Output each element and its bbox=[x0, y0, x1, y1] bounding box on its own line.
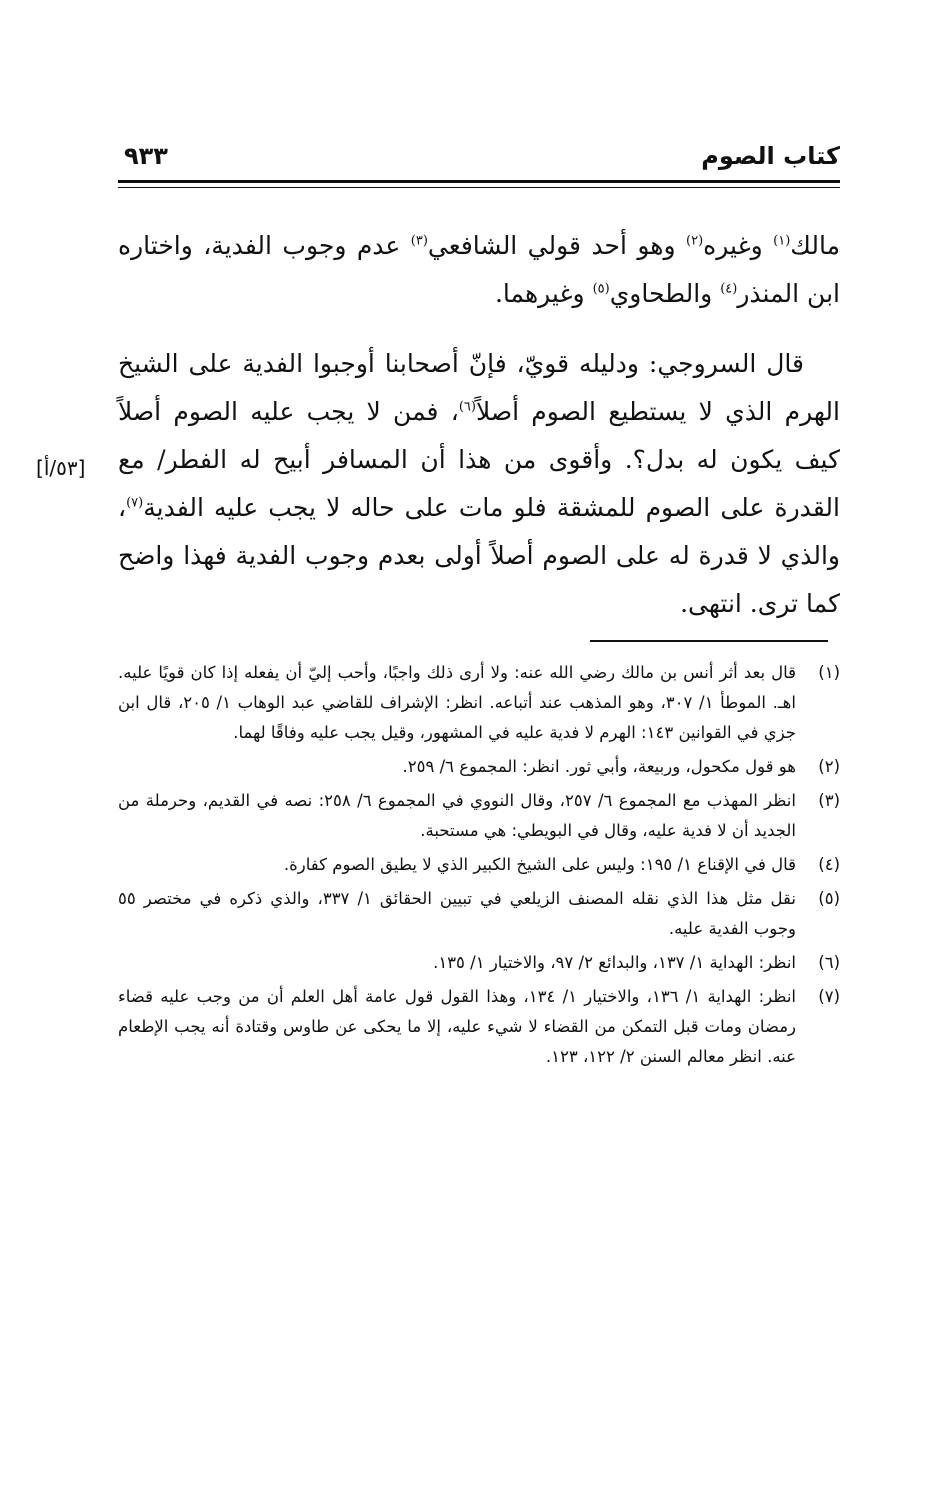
footnote-ref[interactable]: (٤) bbox=[720, 281, 738, 297]
footnote-ref[interactable]: (١) bbox=[773, 233, 791, 249]
footnote-separator bbox=[590, 640, 828, 642]
footnote-text: هو قول مكحول، وربيعة، وأبي ثور. انظر: المجموع ٦/ ٢٥٩. bbox=[402, 757, 796, 776]
text-run: عدم وجوب الفدية، واختاره ابن المنذر bbox=[118, 231, 840, 308]
footnote bbox=[118, 752, 840, 782]
text-run: وغيره bbox=[703, 231, 774, 260]
footnote bbox=[118, 658, 840, 748]
footnote-number: (٦) bbox=[818, 953, 840, 972]
footnote-text: انظر: الهداية ١/ ١٣٦، والاختيار ١/ ١٣٤، وهذا القول قول عامة أهل العلم أن من وجب عليه قضاء رمضان ومات قبل التمكن من القضاء لا شيء عليه، إلا ما يحكى عن طاوس وقتادة أنه يجب الإطعام عنه. انظر معالم السنن ٢/ ١٢٢، ١٢٣. bbox=[118, 987, 796, 1066]
text-run: قال السروجي: ودليله قويّ، فإنّ أصحابنا أوجبوا الفدية على الشيخ الهرم الذي لا يستطيع الصوم أصلاً bbox=[118, 349, 840, 426]
page-number: ٩٣٣ bbox=[124, 142, 168, 170]
main-text bbox=[118, 222, 840, 628]
paragraph-1 bbox=[118, 222, 840, 318]
text-run: وهو أحد قولي الشافعي bbox=[427, 231, 686, 260]
text-run: والطحاوي bbox=[609, 279, 721, 308]
footnote-number: (١) bbox=[818, 663, 840, 682]
text-run: ، فمن لا يجب عليه الصوم أصلاً كيف يكون له بدل؟. وأقوى من هذا أن المسافر أبيح له الفطر/ مع القدرة على الصوم للمشقة فلو مات على حاله لا يجب عليه الفدية bbox=[118, 397, 840, 522]
footnote-text: قال في الإقناع ١/ ١٩٥: وليس على الشيخ الكبير الذي لا يطيق الصوم كفارة. bbox=[283, 855, 796, 874]
footnotes bbox=[118, 658, 840, 1076]
footnote bbox=[118, 850, 840, 880]
footnote-ref[interactable]: (٧) bbox=[126, 495, 144, 511]
footnote-ref[interactable]: (٦) bbox=[458, 399, 476, 415]
text-run: وغيرهما. bbox=[494, 279, 593, 308]
header-rule-thin bbox=[118, 187, 840, 188]
footnote-text: انظر: الهداية ١/ ١٣٧، والبدائع ٢/ ٩٧، والاختيار ١/ ١٣٥. bbox=[433, 953, 796, 972]
text-run: مالك bbox=[790, 231, 840, 260]
footnote-number: (٥) bbox=[818, 889, 840, 908]
footnote-number: (٤) bbox=[818, 855, 840, 874]
footnote-ref[interactable]: (٢) bbox=[686, 233, 704, 249]
paragraph-2 bbox=[118, 340, 840, 628]
footnote bbox=[118, 982, 840, 1072]
footnote-number: (٢) bbox=[818, 757, 840, 776]
footnote bbox=[118, 884, 840, 944]
header-rule-thick bbox=[118, 180, 840, 183]
footnote-text: انظر المهذب مع المجموع ٦/ ٢٥٧، وقال النووي في المجموع ٦/ ٢٥٨: نصه في القديم، وحرملة من الجديد أن لا فدية عليه، وقال في البويطي: هي مستحبة. bbox=[118, 791, 796, 840]
footnote-text: نقل مثل هذا الذي نقله المصنف الزيلعي في تبيين الحقائق ١/ ٣٣٧، والذي ذكره في مختصر ٥٥ وجوب الفدية عليه. bbox=[118, 889, 796, 938]
footnote-number: (٧) bbox=[818, 987, 840, 1006]
footnote bbox=[118, 948, 840, 978]
footnote-ref[interactable]: (٥) bbox=[592, 281, 610, 297]
footnote-text: قال بعد أثر أنس بن مالك رضي الله عنه: ولا أرى ذلك واجبًا، وأحب إليّ أن يفعله إذا كان قويًا عليه. اهـ. الموطأ ١/ ٣٠٧، وهو المذهب عند أتباعه. انظر: الإشراف للقاضي عبد الوهاب ١/ ٢٠٥، قال ابن جزي في القوانين ١٤٣: الهرم لا فدية عليه في المشهور، وقيل يجب عليه وفاقًا لهما. bbox=[118, 663, 796, 742]
footnote bbox=[118, 786, 840, 846]
chapter-title: كتاب الصوم bbox=[701, 142, 840, 170]
text-run: ، والذي لا قدرة له على الصوم أصلاً أولى بعدم وجوب الفدية فهذا واضح كما ترى. انتهى. bbox=[118, 493, 840, 618]
page-header bbox=[118, 136, 840, 176]
footnote-ref[interactable]: (٣) bbox=[410, 233, 428, 249]
footnote-number: (٣) bbox=[818, 791, 840, 810]
manuscript-folio-reference: [٥٣/أ] bbox=[36, 456, 86, 480]
